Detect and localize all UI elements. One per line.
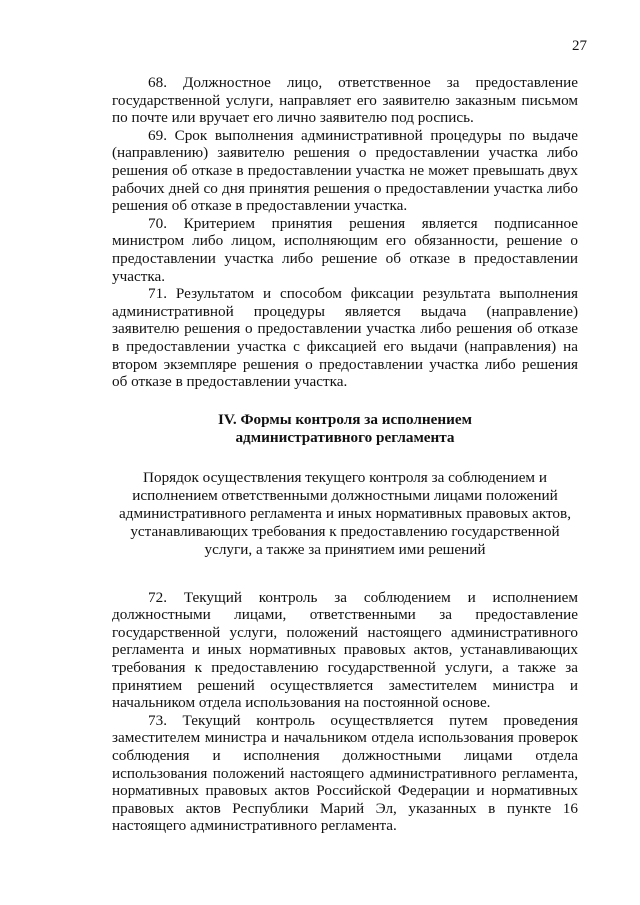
paragraph-71: 71. Результатом и способом фиксации результата выполнения административной процедуры является выдача (направление) заявителю решения о предоставлении участка либо решения об отказе в предоставлении участка с фиксацией его выдачи (направления) на втором экземпляре решения о предоставлении участка либо решения об отказе в предоставлении участка.: [112, 285, 578, 391]
sub-heading-line: устанавливающих требования к предоставлению государственной: [130, 522, 560, 540]
sub-heading-line: административного регламента и иных нормативных правовых актов,: [119, 504, 571, 522]
page-number: 27: [572, 38, 587, 54]
sub-heading-line: исполнением ответственными должностными лицами положений: [132, 486, 558, 504]
sub-heading-line: услуги, а также за принятием ими решений: [204, 540, 486, 558]
paragraph-69: 69. Срок выполнения административной процедуры по выдаче (направлению) заявителю решения о предоставлении участка либо решения об отказе в предоставлении участка не может превышать двух рабочих дней со дня принятия решения о предоставлении участка либо решения об отказе в предоставлении участка.: [112, 126, 578, 215]
section-heading-line: административного регламента: [235, 428, 455, 446]
paragraph-68: 68. Должностное лицо, ответственное за предоставление государственной услуги, направляет его заявителю заказным письмом по почте или вручает его лично заявителю под роспись.: [112, 74, 578, 127]
sub-heading: [112, 469, 578, 559]
paragraph-70: 70. Критерием принятия решения является подписанное министром либо лицом, исполняющим его обязанности, решение о предоставлении участка либо решение об отказе в предоставлении участка.: [112, 214, 578, 285]
sub-heading-line: Порядок осуществления текущего контроля за соблюдением и: [143, 468, 547, 486]
document-body: [112, 74, 578, 835]
paragraph-72: 72. Текущий контроль за соблюдением и исполнением должностными лицами, ответственными за предоставление государственной услуги, положений настоящего административного регламента и иных нормативных правовых актов, устанавливающих требования к предоставлению государственной услуги, а также за принятием решений осуществляется заместителем министра и начальником отдела использования на постоянной основе.: [112, 588, 578, 712]
paragraph-73: 73. Текущий контроль осуществляется путем проведения заместителем министра и начальником отдела использования проверок соблюдения и исполнения должностными лицами отдела использования положений настоящего административного регламента, нормативных правовых актов Российской Федерации и нормативных правовых актов Республики Марий Эл, указанных в пункте 16 настоящего административного регламента.: [112, 711, 578, 835]
section-heading-line: IV. Формы контроля за исполнением: [217, 410, 472, 428]
section-heading: [112, 411, 578, 447]
